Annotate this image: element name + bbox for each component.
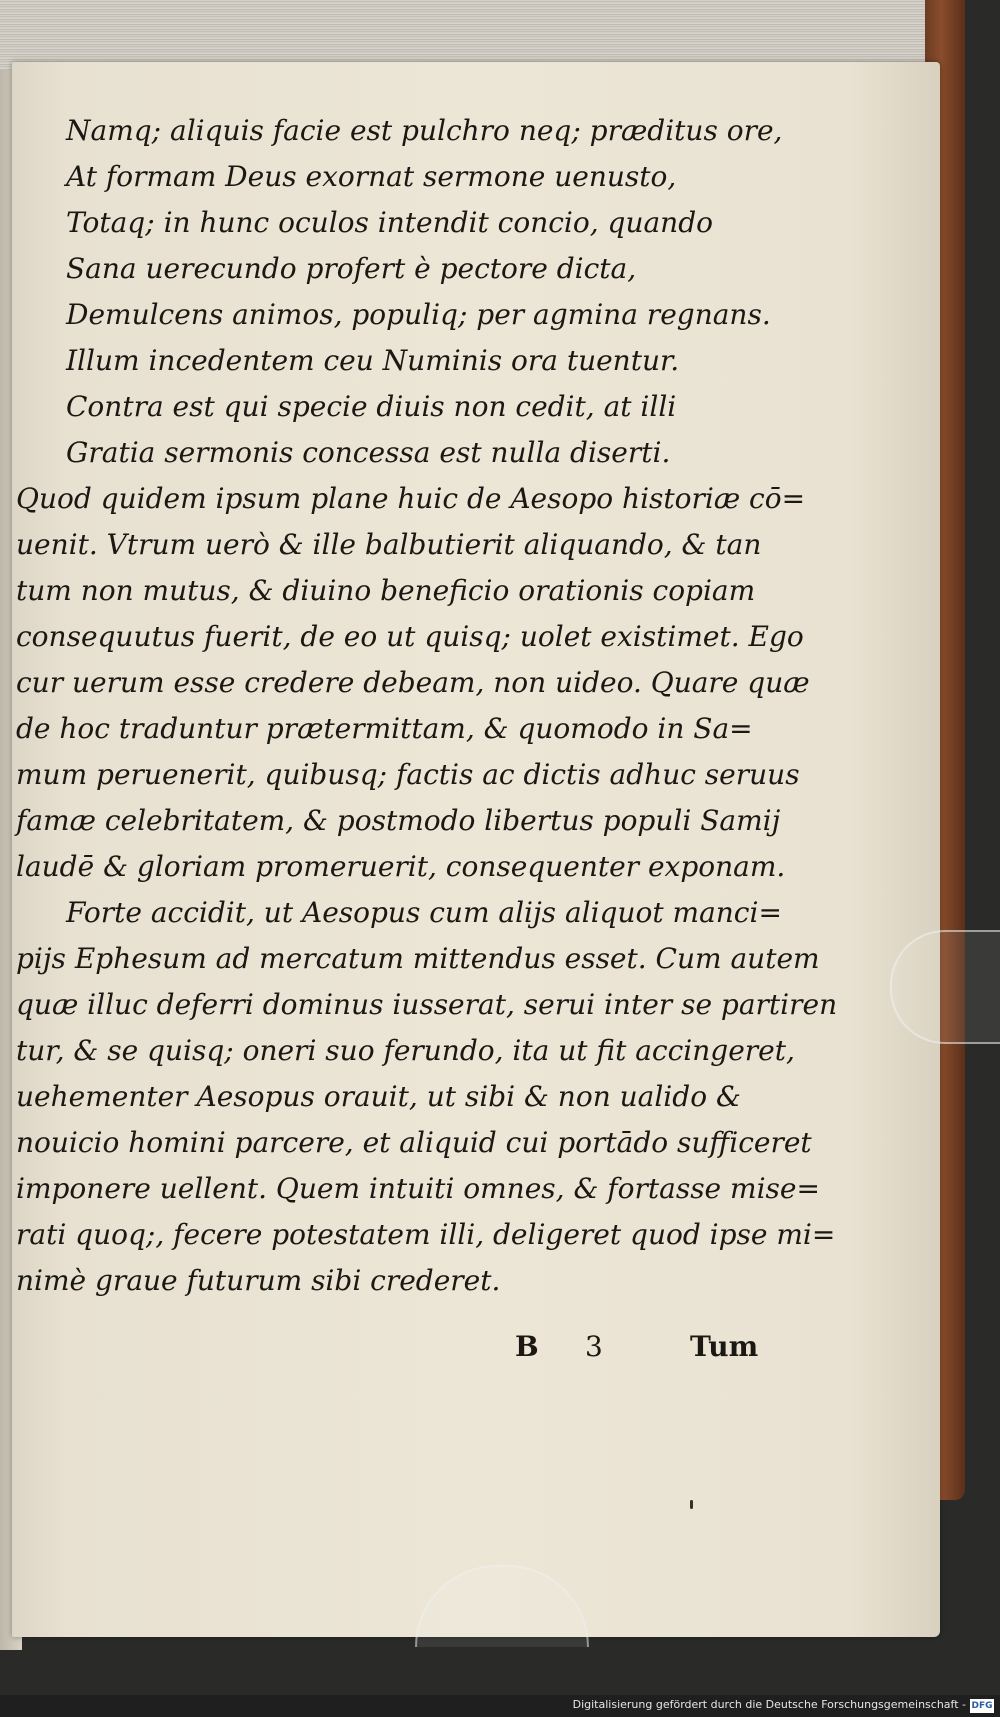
prose-line: rati quoq;, fecere potestatem illi, deligeret quod ipse mi= bbox=[16, 1218, 836, 1251]
book-page-edges bbox=[0, 0, 935, 70]
catchword: Tum bbox=[690, 1330, 759, 1363]
prose-line: famæ celebritatem, & postmodo libertus populi Samij bbox=[16, 804, 781, 837]
verse-line: At formam Deus exornat sermone uenusto, bbox=[66, 160, 677, 193]
prose-line: laudē & gloriam promeruerit, consequenter exponam. bbox=[16, 850, 786, 883]
verse-line: Contra est qui specie diuis non cedit, at illi bbox=[66, 390, 677, 423]
page-number: 3 bbox=[585, 1330, 603, 1363]
digitization-credit: Digitalisierung gefördert durch die Deutsche Forschungsgemeinschaft - bbox=[572, 1698, 966, 1711]
prose-line: nouicio homini parcere, et aliquid cui portādo sufficeret bbox=[16, 1126, 812, 1159]
verse-line: Illum incedentem ceu Numinis ora tuentur. bbox=[66, 344, 680, 377]
prose-line: consequutus fuerit, de eo ut quisq; uolet existimet. Ego bbox=[16, 620, 804, 653]
verse-line: Namq; aliquis facie est pulchro neq; prӕditus ore, bbox=[66, 114, 783, 147]
prose-line: uenit. Vtrum uerò & ille balbutierit aliquando, & tan bbox=[16, 528, 762, 561]
ink-speck bbox=[690, 1500, 693, 1509]
verse-line: Sana uerecundo profert è pectore dicta, bbox=[66, 252, 637, 285]
prose-line: uehementer Aesopus orauit, ut sibi & non ualido & bbox=[16, 1080, 741, 1113]
page-footer bbox=[500, 1330, 780, 1370]
dfg-logo-icon: DFG bbox=[971, 1701, 993, 1711]
verse-line: Demulcens animos, populiq; per agmina regnans. bbox=[66, 298, 771, 331]
prose-line: Quod quidem ipsum plane huic de Aesopo historiæ cō= bbox=[16, 482, 806, 515]
verse-line: Totaq; in hunc oculos intendit concio, quando bbox=[66, 206, 713, 239]
verse-block bbox=[16, 108, 786, 476]
prose-line: Forte accidit, ut Aesopus cum alijs aliquot manci= bbox=[66, 896, 782, 929]
verse-line: Gratia sermonis concessa est nulla diserti. bbox=[66, 436, 671, 469]
prose-line: tum non mutus, & diuino beneficio orationis copiam bbox=[16, 574, 756, 607]
prose-line: tur, & se quisq; oneri suo ferundo, ita ut fit accingeret, bbox=[16, 1034, 795, 1067]
page-text bbox=[16, 108, 838, 1304]
prose-line: pijs Ephesum ad mercatum mittendus esset. Cum autem bbox=[16, 942, 820, 975]
prose-line: quæ illuc deferri dominus iusserat, serui inter se partiren bbox=[16, 988, 838, 1021]
prose-line: imponere uellent. Quem intuiti omnes, & fortasse mise= bbox=[16, 1172, 820, 1205]
prose-line: cur uerum esse credere debeam, non uideo. Quare quæ bbox=[16, 666, 810, 699]
prose-paragraph-1 bbox=[16, 476, 810, 890]
page-clip-right bbox=[890, 930, 1000, 1044]
signature-mark: B bbox=[515, 1330, 539, 1363]
prose-line: de hoc traduntur prætermittam, & quomodo in Sa= bbox=[16, 712, 753, 745]
prose-line: mum peruenerit, quibusq; factis ac dictis adhuc seruus bbox=[16, 758, 800, 791]
prose-paragraph-2 bbox=[16, 890, 838, 1304]
prose-line: nimè graue futurum sibi crederet. bbox=[16, 1264, 501, 1297]
